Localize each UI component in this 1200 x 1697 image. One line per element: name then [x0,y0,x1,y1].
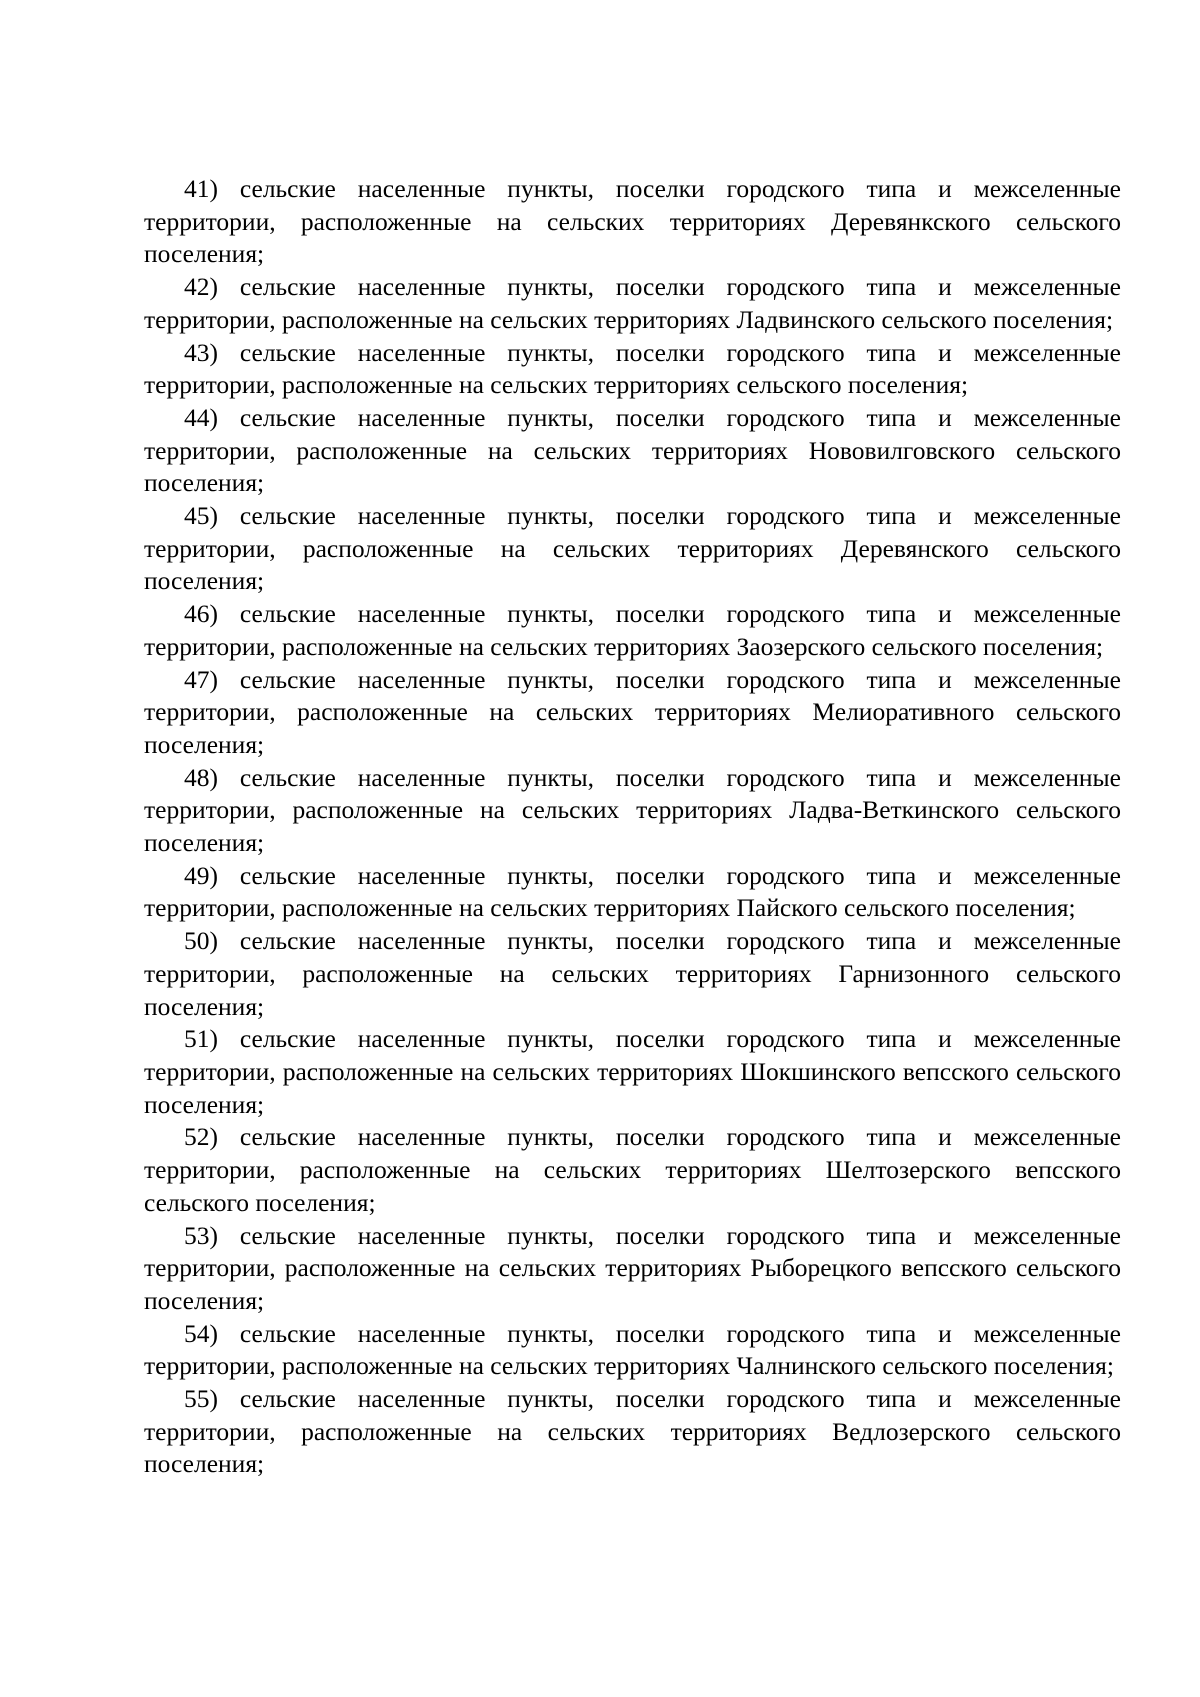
list-item-45: 45) сельские населенные пункты, поселки городского типа и межселенные территории, расположенные на сельских территориях Деревянского сельского поселения; [144,501,1121,596]
list-item-41: 41) сельские населенные пункты, поселки городского типа и межселенные территории, расположенные на сельских территориях Деревянкского сельского поселения; [144,174,1121,269]
document-body [144,173,1121,1481]
list-item-55: 55) сельские населенные пункты, поселки городского типа и межселенные территории, расположенные на сельских территориях Ведлозерского сельского поселения; [144,1384,1121,1479]
list-item-54: 54) сельские населенные пункты, поселки городского типа и межселенные территории, расположенные на сельских территориях Чалнинского сельского поселения; [144,1318,1121,1381]
list-item-49: 49) сельские населенные пункты, поселки городского типа и межселенные территории, расположенные на сельских территориях Пайского сельского поселения; [144,860,1121,923]
list-item-46: 46) сельские населенные пункты, поселки городского типа и межселенные территории, расположенные на сельских территориях Заозерского сельского поселения; [144,599,1121,661]
list-item-50: 50) сельские населенные пункты, поселки городского типа и межселенные территории, расположенные на сельских территориях Гарнизонного сельского поселения; [144,926,1121,1021]
list-item-52: 52) сельские населенные пункты, поселки городского типа и межселенные территории, расположенные на сельских территориях Шелтозерского вепсского сельского поселения; [144,1122,1121,1217]
list-item-51: 51) сельские населенные пункты, поселки городского типа и межселенные территории, расположенные на сельских территориях Шокшинского вепсского сельского поселения; [144,1024,1121,1119]
list-item-48: 48) сельские населенные пункты, поселки городского типа и межселенные территории, расположенные на сельских территориях Ладва-Веткинского сельского поселения; [144,762,1121,858]
list-item-53: 53) сельские населенные пункты, поселки городского типа и межселенные территории, расположенные на сельских территориях Рыборецкого вепсского сельского поселения; [144,1220,1121,1315]
list-item-42: 42) сельские населенные пункты, поселки городского типа и межселенные территории, расположенные на сельских территориях Ладвинского сельского поселения; [144,272,1121,334]
list-item-47: 47) сельские населенные пункты, поселки городского типа и межселенные территории, расположенные на сельских территориях Мелиоративного сельского поселения; [144,664,1121,759]
list-item-44: 44) сельские населенные пункты, поселки городского типа и межселенные территории, расположенные на сельских территориях Нововилговского сельского поселения; [144,402,1121,498]
list-item-43: 43) сельские населенные пункты, поселки городского типа и межселенные территории, расположенные на сельских территориях сельского поселения; [144,337,1121,400]
